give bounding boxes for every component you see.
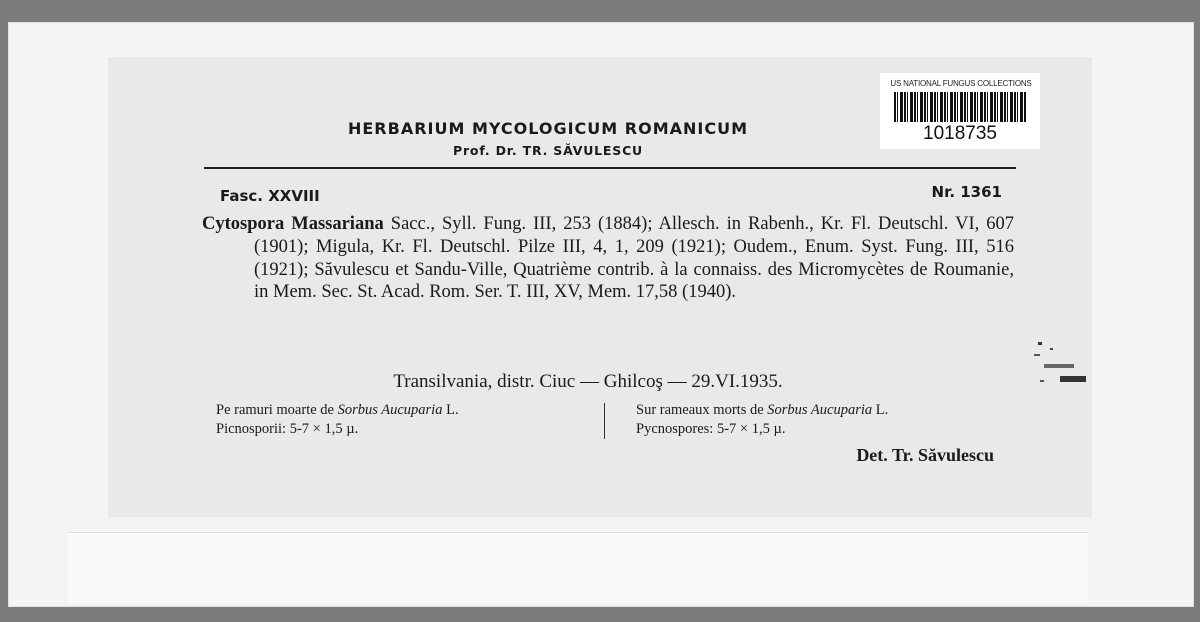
herbarium-curator: Prof. Dr. TR. SĂVULESCU [453, 143, 643, 158]
citation-references: Sacc., Syll. Fung. III, 253 (1884); Allesch. in Rabenh., Kr. Fl. Deutschl. VI, 607 (1901); Migula, Kr. Fl. Deutschl. Pilze III, 4, 1, 209 (1921); Oudem., Enum. Syst. Fung. III, 516 (1921); Săvulescu et Sandu-Ville, Quatrième contrib. à la connaiss. des Micromycètes de Roumanie, in Mem. Sec. St. Acad. Rom. Ser. T. III, XV, Mem. 17,58 (1940). [254, 214, 1015, 303]
herbarium-label [108, 57, 1092, 517]
header-divider [204, 167, 1016, 169]
french-description [636, 401, 1036, 439]
barcode-sticker [880, 73, 1040, 149]
barcode-number: 1018735 [923, 123, 997, 144]
french-host-name: Sorbus Aucuparia [767, 402, 873, 418]
romanian-description [216, 401, 586, 439]
romanian-host-line: Pe ramuri moarte de Sorbus Aucuparia L. [216, 402, 459, 418]
barcode-collection-name: US NATIONAL FUNGUS COLLECTIONS [890, 79, 1032, 88]
column-divider [604, 403, 605, 439]
envelope-flap [68, 532, 1088, 603]
fascicle-number: Fasc. XXVIII [220, 187, 320, 205]
determiner: Det. Tr. Săvulescu [856, 445, 994, 465]
specimen-number: Nr. 1361 [931, 183, 1002, 201]
barcode-icon [894, 92, 1026, 122]
taxon-name: Cytospora Massariana [202, 214, 384, 234]
taxon-citation [202, 213, 1014, 304]
romanian-host-name: Sorbus Aucuparia [337, 402, 443, 418]
herbarium-title: HERBARIUM MYCOLOGICUM ROMANICUM [347, 119, 749, 138]
french-host-line: Sur rameaux morts de Sorbus Aucuparia L. [636, 402, 889, 418]
specimen-fragment-marks [1030, 340, 1090, 400]
collection-locality: Transilvania, distr. Ciuc — Ghilcoş — 29.VI.1935. [393, 371, 783, 392]
romanian-spore-size: Picnosporii: 5-7 × 1,5 µ. [216, 421, 359, 437]
french-spore-size: Pycnospores: 5-7 × 1,5 µ. [636, 421, 786, 437]
